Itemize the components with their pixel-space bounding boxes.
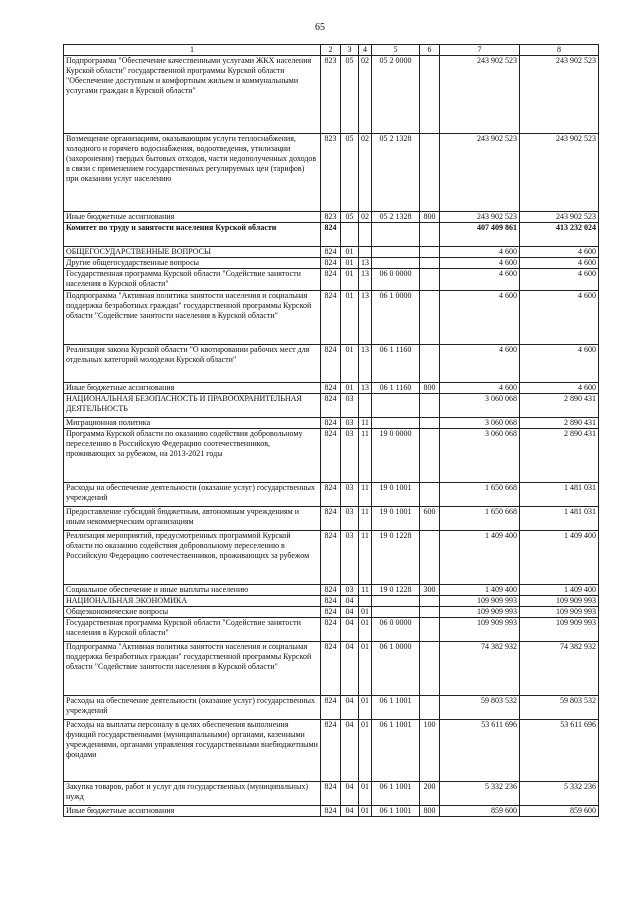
- code-subsection: [359, 223, 372, 247]
- code-target-article: 19 0 1228: [372, 531, 420, 585]
- table-row: [64, 596, 599, 607]
- amount-year-2: 4 600: [520, 269, 599, 291]
- amount-year-1: 4 600: [440, 269, 520, 291]
- code-subsection: 11: [359, 585, 372, 596]
- amount-year-2: 1 481 031: [520, 483, 599, 507]
- code-grbs: 824: [321, 269, 341, 291]
- code-target-article: [372, 418, 420, 429]
- code-section: 03: [341, 531, 359, 585]
- code-subsection: [359, 247, 372, 258]
- table-row: [64, 531, 599, 585]
- code-expense-type: [420, 696, 440, 720]
- code-expense-type: [420, 134, 440, 212]
- code-grbs: 824: [321, 720, 341, 782]
- code-target-article: [372, 247, 420, 258]
- code-expense-type: [420, 618, 440, 642]
- item-name: Расходы на обеспечение деятельности (оказание услуг) государственных учреждений: [64, 483, 321, 507]
- code-expense-type: [420, 394, 440, 418]
- column-header: 8: [520, 45, 599, 56]
- table-row: [64, 483, 599, 507]
- item-name: Расходы на выплаты персоналу в целях обеспечения выполнения функций государственными (муниципальными) органами, казенными учреждениями, органами управления государственными внебюджетными фондами: [64, 720, 321, 782]
- item-name: Подпрограмма "Обеспечение качественными услугами ЖКХ населения Курской области" государственной программы Курской области "Обеспечение доступным и комфортным жильем и коммунальными услугами граждан в Курской области": [64, 56, 321, 134]
- code-section: 01: [341, 258, 359, 269]
- code-subsection: 01: [359, 782, 372, 806]
- code-target-article: 06 1 1001: [372, 806, 420, 817]
- code-section: [341, 223, 359, 247]
- code-subsection: 11: [359, 531, 372, 585]
- code-section: 04: [341, 696, 359, 720]
- code-target-article: 19 0 1228: [372, 585, 420, 596]
- code-grbs: 824: [321, 247, 341, 258]
- item-name: Государственная программа Курской области "Содействие занятости населения в Курской области": [64, 618, 321, 642]
- amount-year-1: 4 600: [440, 291, 520, 345]
- code-target-article: 05 2 1328: [372, 134, 420, 212]
- code-section: 04: [341, 720, 359, 782]
- item-name: Подпрограмма "Активная политика занятости населения и социальная поддержка безработных граждан" государственной программы Курской области "Содействие занятости населения в Курской области": [64, 642, 321, 696]
- code-grbs: 824: [321, 596, 341, 607]
- item-name: НАЦИОНАЛЬНАЯ ЭКОНОМИКА: [64, 596, 321, 607]
- item-name: Закупка товаров, работ и услуг для государственных (муниципальных) нужд: [64, 782, 321, 806]
- amount-year-1: 1 650 668: [440, 507, 520, 531]
- amount-year-1: 109 909 993: [440, 596, 520, 607]
- code-target-article: 06 1 1001: [372, 696, 420, 720]
- table-row: [64, 134, 599, 212]
- code-target-article: 06 1 1160: [372, 345, 420, 383]
- code-section: 03: [341, 507, 359, 531]
- amount-year-2: 4 600: [520, 345, 599, 383]
- table-row: [64, 56, 599, 134]
- code-grbs: 824: [321, 642, 341, 696]
- amount-year-2: 2 890 431: [520, 418, 599, 429]
- code-section: 01: [341, 291, 359, 345]
- column-header: 4: [359, 45, 372, 56]
- budget-table: [63, 44, 599, 817]
- item-name: ОБЩЕГОСУДАРСТВЕННЫЕ ВОПРОСЫ: [64, 247, 321, 258]
- code-section: 01: [341, 269, 359, 291]
- code-section: 04: [341, 607, 359, 618]
- code-expense-type: [420, 531, 440, 585]
- column-header: 1: [64, 45, 321, 56]
- amount-year-1: 4 600: [440, 247, 520, 258]
- table-row: [64, 618, 599, 642]
- code-subsection: 13: [359, 291, 372, 345]
- amount-year-2: 4 600: [520, 258, 599, 269]
- item-name: Реализация закона Курской области "О квотировании рабочих мест для отдельных категорий молодежи Курской области": [64, 345, 321, 383]
- amount-year-2: 59 803 532: [520, 696, 599, 720]
- code-section: 03: [341, 418, 359, 429]
- amount-year-1: 4 600: [440, 258, 520, 269]
- code-section: 03: [341, 483, 359, 507]
- amount-year-1: 4 600: [440, 345, 520, 383]
- amount-year-1: 53 611 696: [440, 720, 520, 782]
- code-target-article: 06 1 1001: [372, 720, 420, 782]
- item-name: Программа Курской области по оказанию содействия добровольному переселению в Российскую Федерацию соотечественников, проживающих за рубежом, на 2013-2021 годы: [64, 429, 321, 483]
- amount-year-1: 1 650 668: [440, 483, 520, 507]
- code-target-article: 06 1 0000: [372, 642, 420, 696]
- code-expense-type: [420, 258, 440, 269]
- table-row: [64, 607, 599, 618]
- code-subsection: 11: [359, 483, 372, 507]
- code-subsection: 01: [359, 696, 372, 720]
- amount-year-2: 4 600: [520, 383, 599, 394]
- item-name: Подпрограмма "Активная политика занятости населения и социальная поддержка безработных граждан" государственной программы Курской области "Содействие занятости населения в Курской области": [64, 291, 321, 345]
- amount-year-1: 243 902 523: [440, 56, 520, 134]
- item-name: Предоставление субсидий бюджетным, автономным учреждениям и иным некоммерческим организациям: [64, 507, 321, 531]
- code-grbs: 824: [321, 782, 341, 806]
- code-target-article: [372, 607, 420, 618]
- amount-year-2: 1 409 400: [520, 585, 599, 596]
- item-name: НАЦИОНАЛЬНАЯ БЕЗОПАСНОСТЬ И ПРАВООХРАНИТЕЛЬНАЯ ДЕЯТЕЛЬНОСТЬ: [64, 394, 321, 418]
- code-grbs: 824: [321, 618, 341, 642]
- code-subsection: [359, 596, 372, 607]
- code-grbs: 824: [321, 394, 341, 418]
- table-row: [64, 696, 599, 720]
- item-name: Социальное обеспечение и иные выплаты населению: [64, 585, 321, 596]
- column-header: 7: [440, 45, 520, 56]
- amount-year-2: 1 481 031: [520, 507, 599, 531]
- amount-year-1: 3 060 068: [440, 394, 520, 418]
- code-target-article: [372, 394, 420, 418]
- code-expense-type: [420, 345, 440, 383]
- table-row: [64, 258, 599, 269]
- code-expense-type: 600: [420, 507, 440, 531]
- item-name: Комитет по труду и занятости населения Курской области: [64, 223, 321, 247]
- table-row: [64, 806, 599, 817]
- table-row: [64, 394, 599, 418]
- table-row: [64, 345, 599, 383]
- code-expense-type: 300: [420, 585, 440, 596]
- code-grbs: 823: [321, 134, 341, 212]
- code-subsection: 02: [359, 134, 372, 212]
- amount-year-1: 1 409 400: [440, 531, 520, 585]
- amount-year-2: 74 382 932: [520, 642, 599, 696]
- amount-year-1: 5 332 236: [440, 782, 520, 806]
- code-target-article: 06 1 1160: [372, 383, 420, 394]
- code-grbs: 824: [321, 383, 341, 394]
- table-row: [64, 429, 599, 483]
- amount-year-2: 4 600: [520, 291, 599, 345]
- code-section: 05: [341, 134, 359, 212]
- code-expense-type: [420, 642, 440, 696]
- code-target-article: [372, 223, 420, 247]
- code-target-article: [372, 596, 420, 607]
- item-name: Государственная программа Курской области "Содействие занятости населения в Курской области": [64, 269, 321, 291]
- code-subsection: 01: [359, 642, 372, 696]
- item-name: Иные бюджетные ассигнования: [64, 806, 321, 817]
- code-section: 03: [341, 429, 359, 483]
- table-row: [64, 269, 599, 291]
- code-subsection: 01: [359, 806, 372, 817]
- amount-year-1: 859 600: [440, 806, 520, 817]
- item-name: Иные бюджетные ассигнования: [64, 383, 321, 394]
- page-number: 65: [315, 22, 325, 33]
- code-subsection: 13: [359, 345, 372, 383]
- item-name: Миграционная политика: [64, 418, 321, 429]
- code-grbs: 824: [321, 345, 341, 383]
- code-subsection: 13: [359, 258, 372, 269]
- code-section: 04: [341, 642, 359, 696]
- table-row: [64, 223, 599, 247]
- code-target-article: 06 1 1001: [372, 782, 420, 806]
- code-expense-type: 200: [420, 782, 440, 806]
- amount-year-1: 109 909 993: [440, 618, 520, 642]
- table-row: [64, 720, 599, 782]
- code-section: 04: [341, 806, 359, 817]
- code-expense-type: [420, 607, 440, 618]
- amount-year-1: 3 060 068: [440, 418, 520, 429]
- code-grbs: 824: [321, 223, 341, 247]
- code-grbs: 824: [321, 585, 341, 596]
- code-section: 01: [341, 383, 359, 394]
- code-expense-type: [420, 223, 440, 247]
- code-expense-type: [420, 596, 440, 607]
- table-row: [64, 642, 599, 696]
- code-grbs: 824: [321, 429, 341, 483]
- code-section: 03: [341, 394, 359, 418]
- amount-year-1: 407 409 861: [440, 223, 520, 247]
- table-row: [64, 782, 599, 806]
- amount-year-2: 109 909 993: [520, 596, 599, 607]
- header-row: [64, 45, 599, 56]
- code-target-article: 06 1 0000: [372, 291, 420, 345]
- code-section: 04: [341, 618, 359, 642]
- item-name: Реализация мероприятий, предусмотренных программой Курской области по оказанию содействия добровольному переселению в Российскую Федерацию соотечественников, проживающих за рубежом: [64, 531, 321, 585]
- column-header: 3: [341, 45, 359, 56]
- item-name: Другие общегосударственные вопросы: [64, 258, 321, 269]
- code-expense-type: [420, 429, 440, 483]
- code-subsection: 11: [359, 429, 372, 483]
- code-target-article: 06 0 0000: [372, 269, 420, 291]
- code-section: 04: [341, 596, 359, 607]
- item-name: Расходы на обеспечение деятельности (оказание услуг) государственных учреждений: [64, 696, 321, 720]
- table-row: [64, 383, 599, 394]
- code-subsection: 11: [359, 507, 372, 531]
- code-grbs: 824: [321, 806, 341, 817]
- code-target-article: 19 0 1001: [372, 507, 420, 531]
- amount-year-1: 109 909 993: [440, 607, 520, 618]
- amount-year-1: 59 803 532: [440, 696, 520, 720]
- code-expense-type: 100: [420, 720, 440, 782]
- item-name: Общеэкономические вопросы: [64, 607, 321, 618]
- code-target-article: 19 0 1001: [372, 483, 420, 507]
- amount-year-1: 74 382 932: [440, 642, 520, 696]
- amount-year-2: 243 902 523: [520, 212, 599, 223]
- amount-year-1: 4 600: [440, 383, 520, 394]
- code-grbs: 824: [321, 696, 341, 720]
- code-section: 01: [341, 345, 359, 383]
- amount-year-2: 243 902 523: [520, 134, 599, 212]
- code-section: 05: [341, 212, 359, 223]
- code-section: 04: [341, 782, 359, 806]
- code-subsection: 13: [359, 383, 372, 394]
- code-expense-type: [420, 418, 440, 429]
- code-grbs: 824: [321, 607, 341, 618]
- code-section: 03: [341, 585, 359, 596]
- code-section: 05: [341, 56, 359, 134]
- table-row: [64, 247, 599, 258]
- code-target-article: 19 0 0000: [372, 429, 420, 483]
- amount-year-2: 5 332 236: [520, 782, 599, 806]
- table-row: [64, 585, 599, 596]
- amount-year-1: 243 902 523: [440, 134, 520, 212]
- amount-year-2: 859 600: [520, 806, 599, 817]
- code-subsection: 01: [359, 618, 372, 642]
- amount-year-1: 3 060 068: [440, 429, 520, 483]
- code-expense-type: 800: [420, 383, 440, 394]
- amount-year-2: 109 909 993: [520, 607, 599, 618]
- code-expense-type: 800: [420, 212, 440, 223]
- code-expense-type: [420, 247, 440, 258]
- item-name: Иные бюджетные ассигнования: [64, 212, 321, 223]
- amount-year-2: 4 600: [520, 247, 599, 258]
- column-header: 2: [321, 45, 341, 56]
- amount-year-2: 2 890 431: [520, 429, 599, 483]
- code-grbs: 824: [321, 258, 341, 269]
- code-grbs: 824: [321, 507, 341, 531]
- code-expense-type: [420, 483, 440, 507]
- amount-year-1: 1 409 400: [440, 585, 520, 596]
- code-subsection: 01: [359, 720, 372, 782]
- code-target-article: 05 2 0000: [372, 56, 420, 134]
- table-row: [64, 507, 599, 531]
- code-grbs: 824: [321, 291, 341, 345]
- code-subsection: 13: [359, 269, 372, 291]
- code-subsection: 02: [359, 56, 372, 134]
- column-header: 6: [420, 45, 440, 56]
- code-grbs: 823: [321, 56, 341, 134]
- code-target-article: [372, 258, 420, 269]
- code-subsection: 01: [359, 607, 372, 618]
- code-subsection: 02: [359, 212, 372, 223]
- amount-year-2: 53 611 696: [520, 720, 599, 782]
- code-expense-type: [420, 56, 440, 134]
- code-grbs: 823: [321, 212, 341, 223]
- code-subsection: 11: [359, 418, 372, 429]
- code-grbs: 824: [321, 531, 341, 585]
- amount-year-2: 109 909 993: [520, 618, 599, 642]
- code-expense-type: 800: [420, 806, 440, 817]
- table-row: [64, 291, 599, 345]
- item-name: Возмещение организациям, оказывающим услуги теплоснабжения, холодного и горячего водоснабжения, водоотведения, утилизации (захоронения) твердых бытовых отходов, части недополученных доходов в связи с применением государственных регулируемых цен (тарифов) при оказании услуг населению: [64, 134, 321, 212]
- table-row: [64, 418, 599, 429]
- code-target-article: 05 2 1328: [372, 212, 420, 223]
- amount-year-1: 243 902 523: [440, 212, 520, 223]
- code-grbs: 824: [321, 418, 341, 429]
- column-header: 5: [372, 45, 420, 56]
- code-expense-type: [420, 269, 440, 291]
- amount-year-2: 243 902 523: [520, 56, 599, 134]
- amount-year-2: 1 409 400: [520, 531, 599, 585]
- code-expense-type: [420, 291, 440, 345]
- code-section: 01: [341, 247, 359, 258]
- code-subsection: [359, 394, 372, 418]
- amount-year-2: 413 232 024: [520, 223, 599, 247]
- table-row: [64, 212, 599, 223]
- code-grbs: 824: [321, 483, 341, 507]
- code-target-article: 06 0 0000: [372, 618, 420, 642]
- amount-year-2: 2 890 431: [520, 394, 599, 418]
